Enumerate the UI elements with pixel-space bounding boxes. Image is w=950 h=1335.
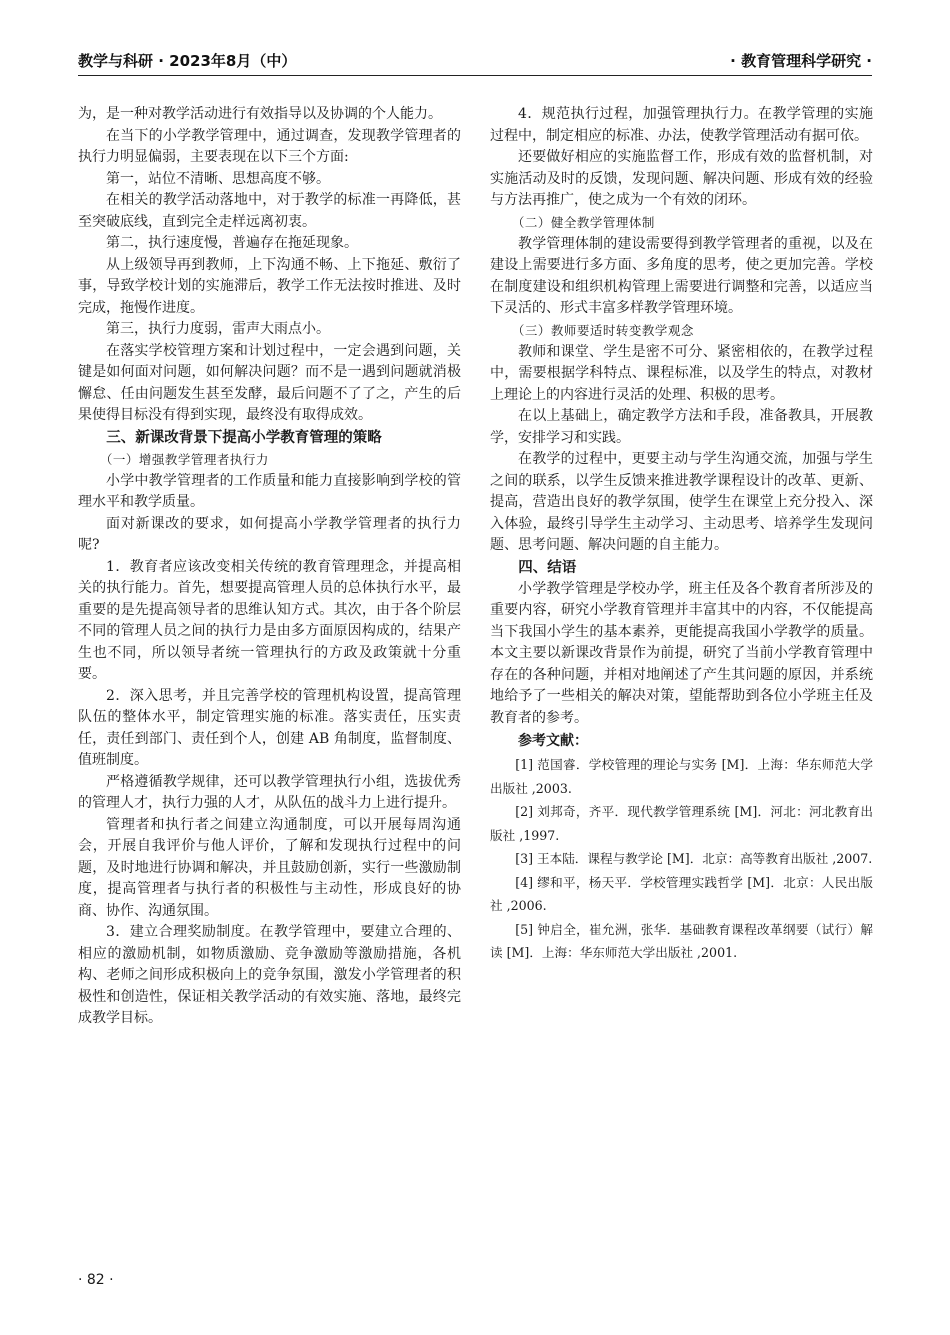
paragraph: 教学管理体制的建设需要得到教学管理者的重视，以及在建设上需要进行多方面、多角度的思考，使之更加完善。学校在制度建设和组织机构管理上需要进行调整和完善，以适应当下灵活的、形式丰富多样教学管理环境。	[490, 235, 873, 316]
journal-title: 教学与科研 · 2023年8月（中）	[78, 52, 297, 70]
running-header	[78, 48, 872, 74]
reference-item: [4] 缪和平，杨天平．学校管理实践哲学 [M]．北京：人民出版社 ,2006.	[490, 874, 873, 913]
header-rule	[78, 75, 872, 76]
paragraph: 在以上基础上，确定教学方法和手段，准备教具，开展教学，安排学习和实践。	[490, 408, 873, 446]
references-heading: 参考文献：	[518, 733, 588, 749]
paragraph: 4．规范执行过程，加强管理执行力。在教学管理的实施过程中，制定相应的标准、办法，使教学管理活动有据可依。	[490, 106, 873, 144]
paragraph: 管理者和执行者之间建立沟通制度，可以开展每周沟通会，开展自我评价与他人评价，了解和发现执行过程中的问题，及时地进行协调和解决，并且鼓励创新，实行一些激励制度，提高管理者与执行者的积极性与主动性，形成良好的协商、协作、沟通氛围。	[78, 816, 461, 919]
paragraph: 教师和课堂、学生是密不可分、紧密相依的，在教学过程中，需要根据学科特点、课程标准，以及学生的特点，对教材上理论上的内容进行灵活的处理、积极的思考。	[490, 343, 873, 403]
paragraph: 小学中教学管理者的工作质量和能力直接影响到学校的管理水平和教学质量。	[78, 472, 461, 510]
paragraph: 第二，执行速度慢，普遍存在拖延现象。	[106, 235, 358, 251]
paragraph: 严格遵循教学规律，还可以教学管理执行小组，选拔优秀的管理人才，执行力强的人才，从队伍的战斗力上进行提升。	[78, 773, 461, 811]
paragraph: 在落实学校管理方案和计划过程中，一定会遇到问题，关键是如何面对问题，如何解决问题？而不是一遇到问题就消极懈怠、任由问题发生甚至发酵，最后问题不了了之，产生的后果使得目标没有得到实现，最终没有取得成效。	[78, 342, 461, 423]
paragraph: 2．深入思考，并且完善学校的管理机构设置，提高管理队伍的整体水平，制定管理实施的标准。落实责任，压实责任，责任到部门、责任到个人，创建 AB 角制度，监督制度、值班制度。	[78, 687, 461, 768]
reference-item: [3] 王本陆．课程与教学论 [M]．北京：高等教育出版社 ,2007.	[515, 851, 873, 866]
section-heading: 三、新课改背景下提高小学教育管理的策略	[106, 429, 382, 446]
paragraph: 在教学的过程中，更要主动与学生沟通交流，加强与学生之间的联系，以学生反馈来推进教学课程设计的改革、更新、提高，营造出良好的教学氛围，使学生在课堂上充分投入、深入体验，最终引导学生主动学习、主动思考、培养学生发现问题、思考问题、解决问题的自主能力。	[490, 451, 873, 553]
section-heading: 四、结语	[518, 559, 577, 576]
paragraph: 在当下的小学教学管理中，通过调查，发现教学管理者的执行力明显偏弱，主要表现在以下三个方面:	[78, 127, 461, 165]
paragraph: 第三，执行力度弱，雷声大雨点小。	[106, 321, 330, 337]
left-column	[78, 104, 461, 1030]
paragraph: 1．教育者应该改变相关传统的教育管理理念，并提高相关的执行能力。首先，想要提高管理人员的总体执行水平，最重要的是先提高领导者的思维认知方式。其次，由于各个阶层不同的管理人员之间的执行力是由多方面原因构成的，结果产生也不同，所以领导者统一管理执行的方政及政策就十分重要。	[78, 558, 461, 682]
right-column	[490, 104, 873, 965]
paragraph: 从上级领导再到教师，上下沟通不畅、上下拖延、敷衍了事，导致学校计划的实施滞后，教学工作无法按时推进、及时完成，拖慢作进度。	[78, 256, 461, 316]
paragraph: 为，是一种对教学活动进行有效指导以及协调的个人能力。	[78, 106, 442, 122]
paragraph: 面对新课改的要求，如何提高小学教学管理者的执行力呢?	[78, 515, 461, 553]
paragraph: 还要做好相应的实施监督工作，形成有效的监督机制，对实施活动及时的反馈，发现问题、解决问题、形成有效的经验与方法再推广，使之成为一个有效的闭环。	[490, 149, 873, 208]
paragraph: 第一，站位不清晰、思想高度不够。	[106, 170, 330, 187]
subsection-heading: （三）教师要适时转变教学观念	[511, 322, 694, 338]
reference-item: [2] 刘邦奇，齐平．现代教学管理系统 [M]．河北：河北教育出版社 ,1997.	[490, 804, 873, 843]
paragraph: 在相关的教学活动落地中，对于教学的标准一再降低，甚至突破底线，直到完全走样远离初衷。	[78, 192, 461, 230]
page-number: · 82 ·	[78, 1272, 114, 1288]
paragraph: 小学教学管理是学校办学，班主任及各个教育者所涉及的重要内容，研究小学教育管理并丰富其中的内容，不仅能提高当下我国小学生的基本素养，更能提高我国小学教学的质量。本文主要以新课改背景作为前提，研究了当前小学教育管理中存在的各种问题，并相对地阐述了产生其问题的原因，并系统地给予了一些相关的解决对策，望能帮助到各位小学班主任及教育者的参考。	[490, 580, 873, 726]
paragraph: 3．建立合理奖励制度。在教学管理中，要建立合理的、相应的激励机制，如物质激励、竞争激励等激励措施，各机构、老师之间形成积极向上的竞争氛围，激发小学管理者的积极性和创造性，保证相关教学活动的有效实施、落地，最终完成教学目标。	[78, 924, 461, 1026]
section-title: · 教育管理科学研究 ·	[730, 52, 872, 70]
reference-item: [1] 范国睿．学校管理的理论与实务 [M]．上海：华东师范大学出版社 ,2003.	[490, 757, 873, 796]
subsection-heading: （一）增强教学管理者执行力	[99, 451, 269, 467]
reference-item: [5] 钟启全，崔允洲，张华．基础教育课程改革纲要（试行）解读 [M]．上海：华东师范大学出版社 ,2001.	[490, 921, 873, 960]
subsection-heading: （二）健全教学管理体制	[511, 214, 655, 230]
